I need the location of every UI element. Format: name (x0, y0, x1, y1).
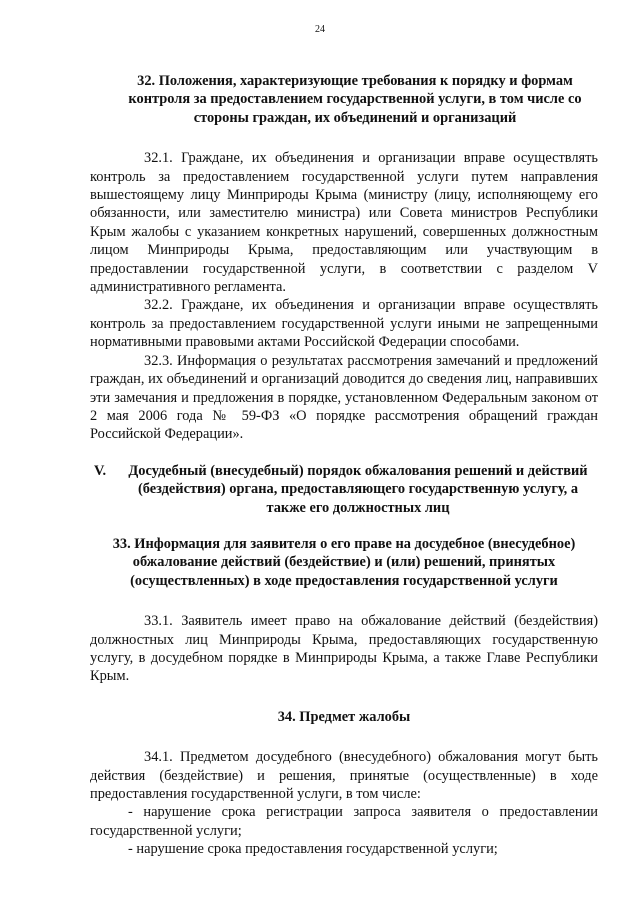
paragraph-34-1: 34.1. Предметом досудебного (внесудебного) обжалования могут быть действия (бездействие) и решения, принятые (осуществленные) в ходе предоставления государственной услуги, в том числе: (90, 749, 598, 802)
paragraph-32-2: 32.2. Граждане, их объединения и организации вправе осуществлять контроль за предоставлением государственной услуги иными не запрещенными нормативными правовыми актами Российской Федерации способами. (90, 297, 598, 351)
list-item: - нарушение срока регистрации запроса заявителя о предоставлении государственной услуги; (90, 804, 598, 839)
list-item: - нарушение срока предоставления государственной услуги; (128, 841, 498, 858)
section-33-heading: 33. Информация для заявителя о его праве на досудебное (внесудебное) обжалование действий (бездействие) и (или) решений, принятых (осуществленных) в ходе предоставления государственной услуги (112, 535, 576, 589)
paragraph-32-1: 32.1. Граждане, их объединения и организации вправе осуществлять контроль за предоставлением государственной услуги путем направления вышестоящему лицу Минприроды Крыма (министру (лицу, исполняющему его обязанности, или заместителю министра) или Совета министров Республики Крым жалобы с указанием конкретных нарушений, совершенных должностным лицом Минприроды Крыма, предоставляющим или участвующим в предоставлении государственной услуги, в соответствии с разделом V административного регламента. (90, 150, 598, 296)
chapter-title: Досудебный (внесудебный) порядок обжалования решений и действий (бездействия) органа, предоставляющего государственную услугу, а также его должностных лиц (128, 462, 588, 516)
chapter-number: V. (94, 462, 107, 479)
paragraph-33-1: 33.1. Заявитель имеет право на обжалование действий (бездействия) должностных лиц Минприроды Крыма, предоставляющих государственную услугу, в досудебном порядке в Минприроды Крыма, а также Главе Республики Крым. (90, 613, 598, 685)
page-content (90, 72, 598, 859)
page-number: 24 (315, 24, 325, 35)
section-34-heading: 34. Предмет жалобы (277, 708, 411, 725)
chapter-5-heading (90, 462, 598, 517)
paragraph-32-3: 32.3. Информация о результатах рассмотрения замечаний и предложений граждан, их объединений и организаций доводится до сведения лиц, направивших эти замечания и предложения в порядке, установленном Федеральным законом от 2 мая 2006 года № 59-ФЗ «О порядке рассмотрения обращений граждан Российской Федерации». (90, 352, 598, 443)
section-32-heading: 32. Положения, характеризующие требования к порядку и формам контроля за предоставлением государственной услуги, в том числе со стороны граждан, их объединений и организаций (128, 73, 582, 126)
